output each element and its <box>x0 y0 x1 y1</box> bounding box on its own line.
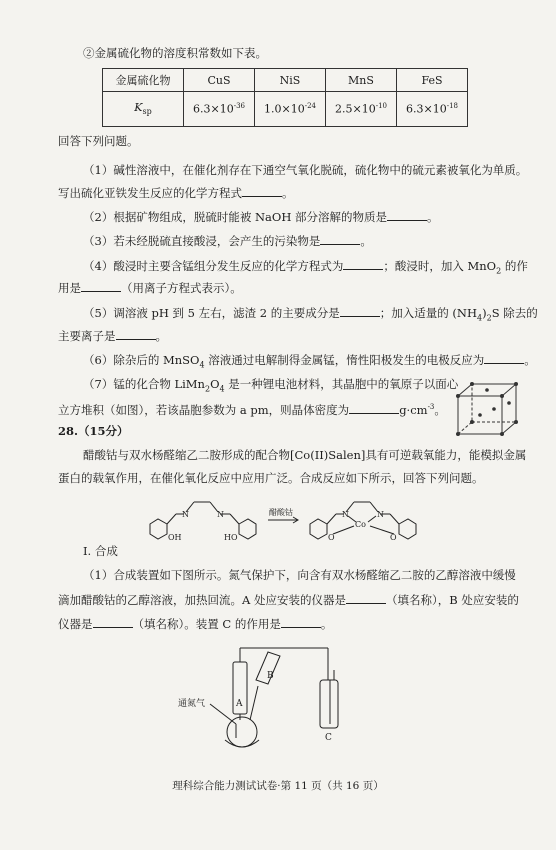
label-a: A <box>236 699 243 709</box>
table-cell: $6.3\times 10^{-18}$ <box>397 92 468 127</box>
syn-line1: （1）合成装置如下图所示。氮气保护下，向含有双水杨醛缩乙二胺的乙醇溶液中缓慢 <box>83 568 516 582</box>
section-synthesis: I. 合成 <box>83 544 118 558</box>
table-header-label: 金属硫化物 <box>103 69 184 92</box>
table-row-label: $K_{sp}$ <box>103 92 184 127</box>
apparatus-figure <box>170 640 380 750</box>
table-col-cus: CuS <box>184 69 255 92</box>
table-cell: $6.3\times 10^{-36}$ <box>184 92 255 127</box>
q1-line2: 写出硫化亚铁发生反应的化学方程式 。 <box>58 186 294 200</box>
table-cell: $2.5\times 10^{-10}$ <box>326 92 397 127</box>
svg-text:Co: Co <box>355 520 366 529</box>
q3-line: （3）若未经脱硫直接酸浸，会产生的污染物是 。 <box>83 234 372 248</box>
q1-line1: （1）碱性溶液中，在催化剂存在下通空气氧化脱硫，硫化物中的硫元素被氧化为单质。 <box>83 163 528 177</box>
q28-head: 28.（15分） <box>58 424 129 438</box>
svg-text:OH: OH <box>168 533 182 542</box>
svg-text:N: N <box>217 510 224 519</box>
svg-text:HO: HO <box>224 533 238 542</box>
page-footer: 理科综合能力测试试卷·第 11 页（共 16 页） <box>172 780 384 792</box>
svg-text:O: O <box>390 533 397 542</box>
svg-text:N: N <box>182 510 189 519</box>
intro-line: ②金属硫化物的溶度积常数如下表。 <box>83 46 267 60</box>
q7-line1: （7）锰的化合物 $LiMn_2O_4$ 是一种锂电池材料，其晶胞中的氧原子以面心 <box>83 377 459 394</box>
q28-line2: 蛋白的载氧作用，在催化氧化反应中应用广泛。合成反应如下所示，回答下列问题。 <box>58 471 484 485</box>
syn-line2: 滴加醋酸钴的乙醇溶液，加热回流。A 处应安装的仪器是 （填名称），B 处应安装的 <box>58 593 519 607</box>
q2-line: （2）根据矿物组成，脱硫时能被 NaOH 部分溶解的物质是 。 <box>83 210 439 224</box>
table-col-mns: MnS <box>326 69 397 92</box>
q5-line2: 主要离子是 。 <box>58 329 167 343</box>
q5-line1: （5）调溶液 pH 到 5 左右，滤渣 2 的主要成分是 ；加入适量的 $(NH_4)_2S$ 除去的 <box>83 306 538 323</box>
ksp-table <box>102 68 468 127</box>
q7-line2: 立方堆积（如图），若该晶胞参数为 a pm，则晶体密度为 $g\cdot cm^{-3}$。 <box>58 402 446 417</box>
q28-line1: 醋酸钴与双水杨醛缩乙二胺形成的配合物[Co(II)Salen]具有可逆载氧能力，能模拟金属 <box>83 448 527 462</box>
syn-line3: 仪器是 （填名称）。装置 C 的作用是 。 <box>58 617 333 631</box>
q4-line1: （4）酸浸时主要含锰组分发生反应的化学方程式为 ；酸浸时，加入 MnO$_2$ 的作 <box>83 259 528 276</box>
svg-text:N: N <box>377 510 384 519</box>
answer-prompt: 回答下列问题。 <box>58 134 139 148</box>
cube-cell-icon <box>452 378 522 438</box>
svg-text:N: N <box>342 510 349 519</box>
table-col-nis: NiS <box>255 69 326 92</box>
label-gas: 通氮气 <box>178 699 206 709</box>
reaction-scheme <box>140 490 430 550</box>
q6-line: （6）除杂后的 MnSO$_4$ 溶液通过电解制得金属锰，惰性阳极发生的电极反应为 。 <box>83 353 536 370</box>
reaction-label: 醋酸钴 <box>269 508 293 517</box>
label-c: C <box>325 733 332 743</box>
table-cell: $1.0\times 10^{-24}$ <box>255 92 326 127</box>
svg-text:O: O <box>328 533 335 542</box>
label-b: B <box>267 671 274 681</box>
table-col-fes: FeS <box>397 69 468 92</box>
q4-line2: 用是 （用离子方程式表示）。 <box>58 281 242 295</box>
